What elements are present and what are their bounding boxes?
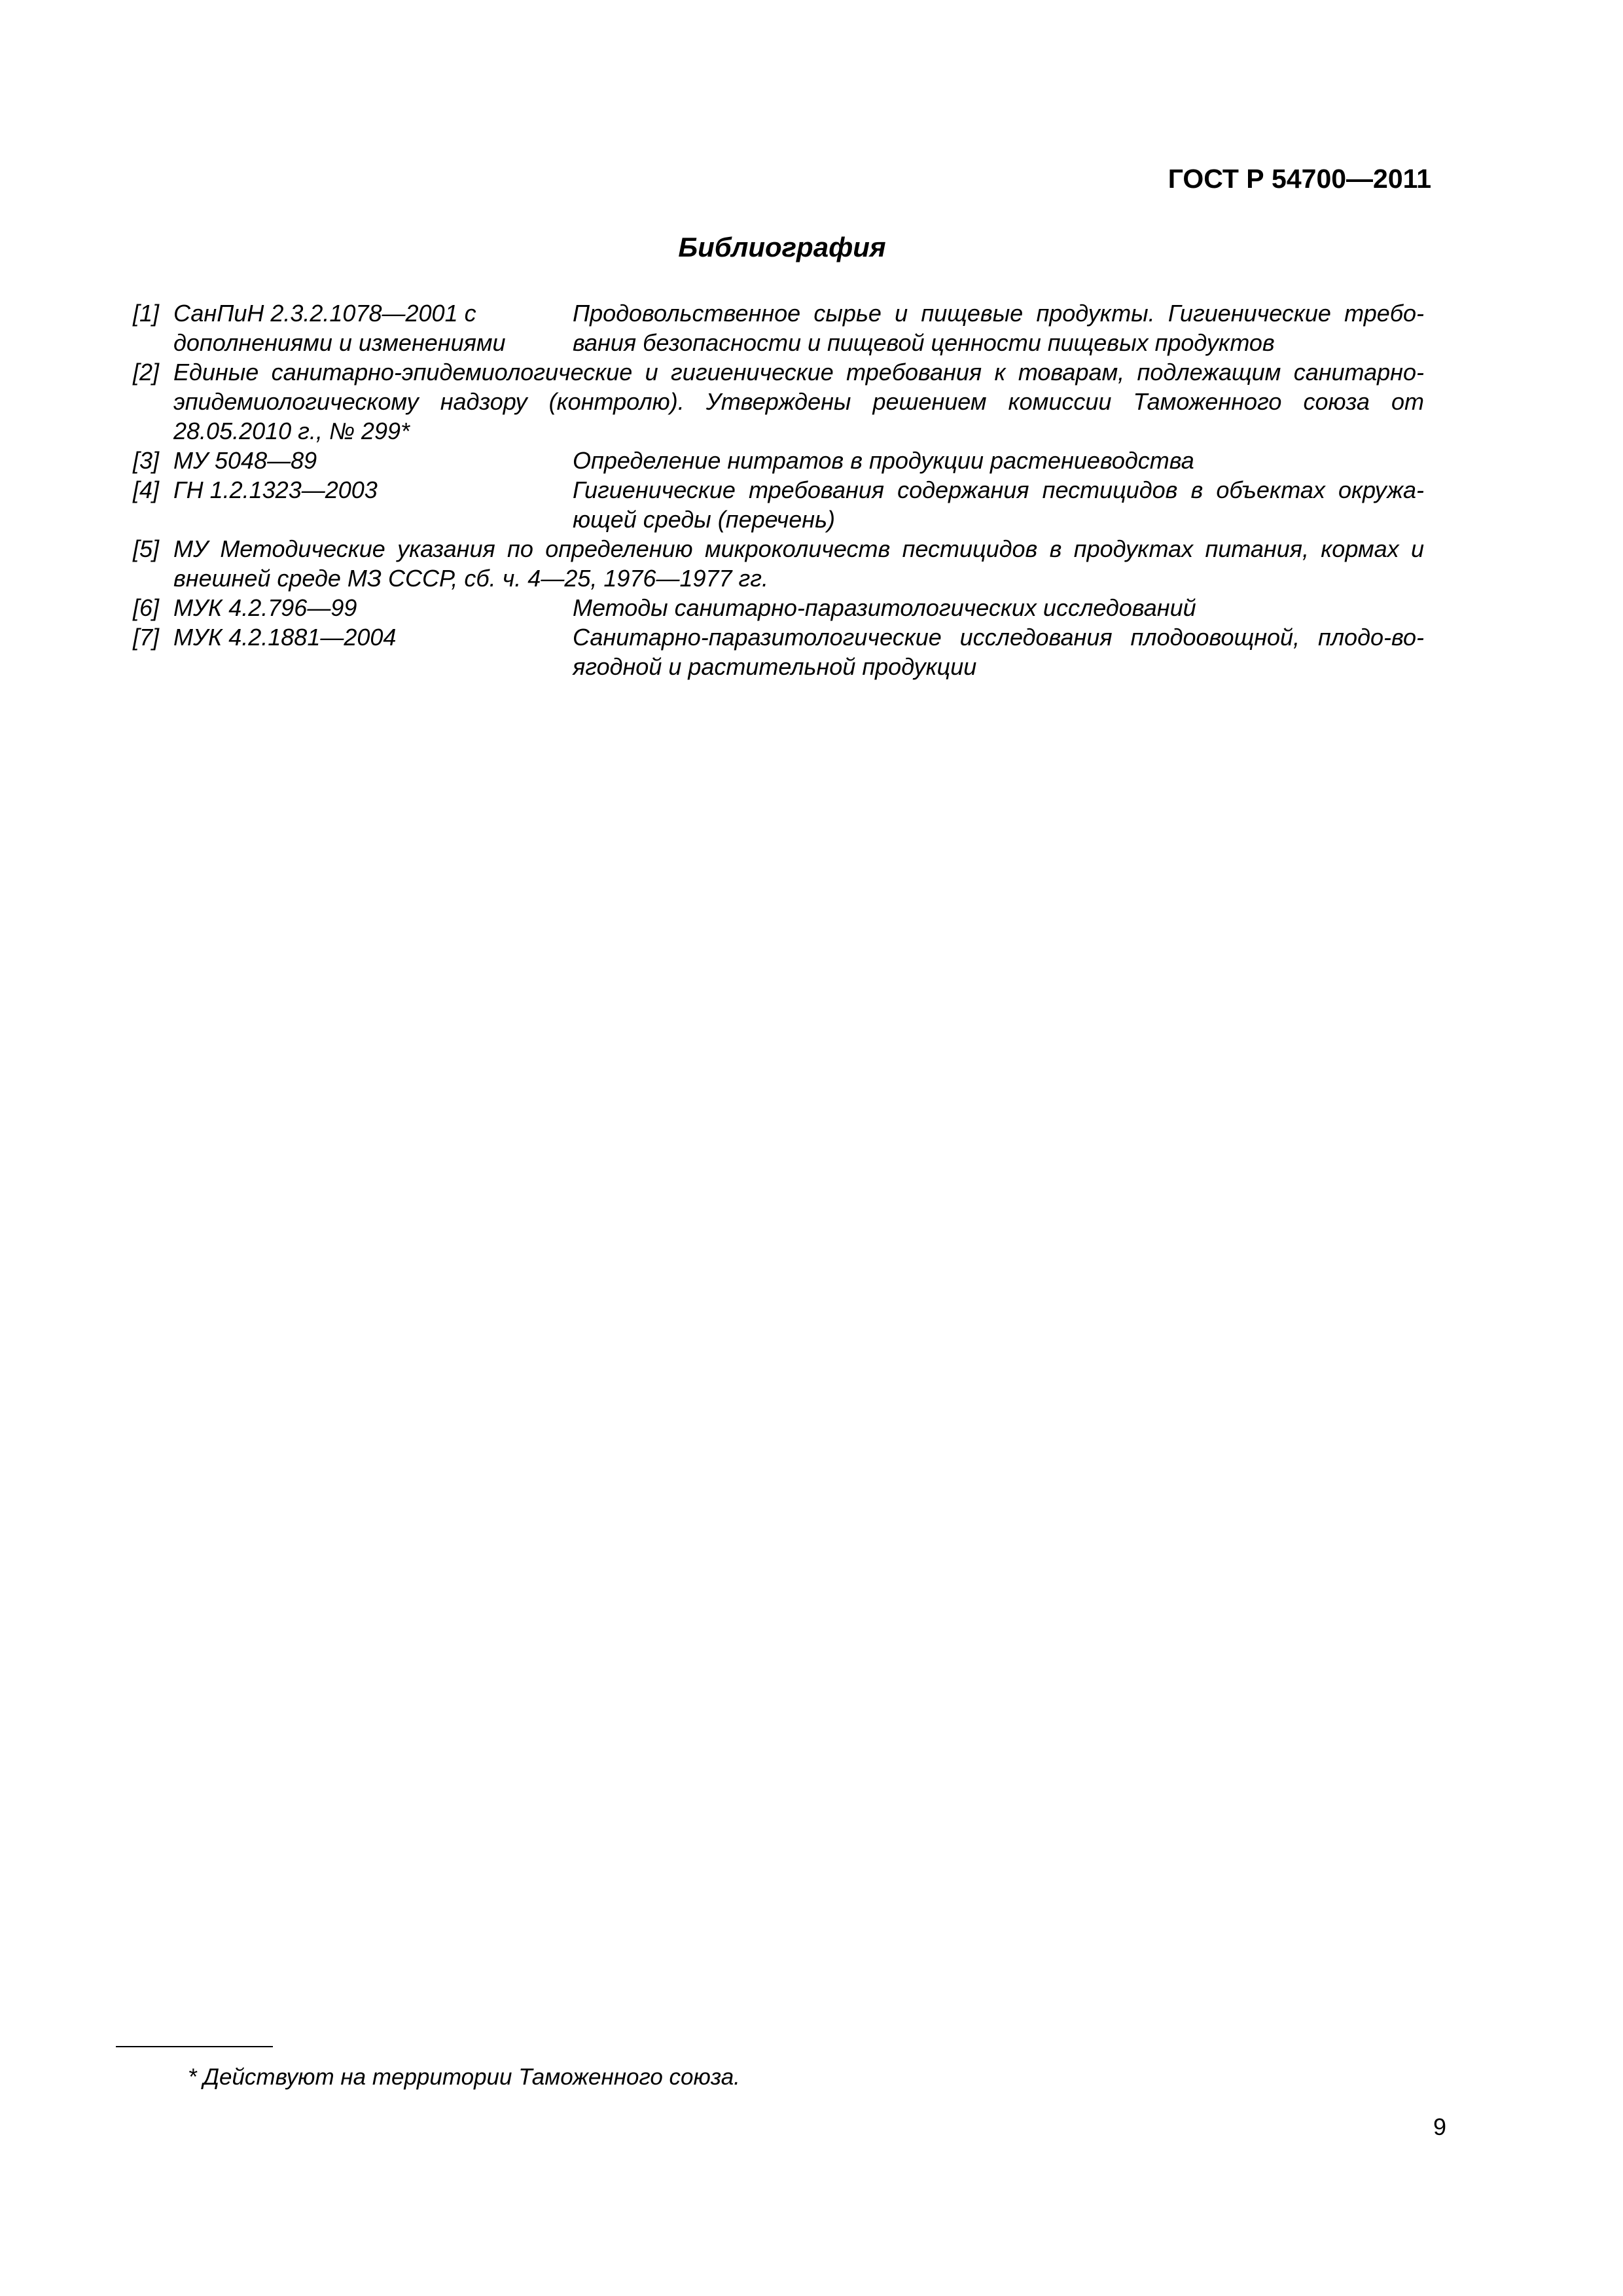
bibliography-entry-6 (133, 593, 1424, 622)
entry-description: Санитарно-паразитологические исследования плодоовощной, плодо-во-ягодной и растительной продукции (573, 624, 1424, 680)
entry-document: МУК 4.2.796—99 (173, 594, 357, 621)
entry-number: [4] (133, 476, 160, 503)
entry-number: [1] (133, 300, 160, 327)
bibliography-entry-4 (133, 475, 1424, 534)
entry-number: [5] (133, 535, 160, 562)
bibliography-entry-1 (133, 298, 1424, 357)
entry-document: МУ 5048—89 (173, 447, 317, 474)
entry-number: [2] (133, 359, 160, 386)
page-title: Библиография (678, 232, 886, 262)
entry-description: Определение нитратов в продукции растениеводства (573, 447, 1194, 474)
entry-number: [7] (133, 624, 160, 651)
entry-number: [6] (133, 594, 160, 621)
document-code: ГОСТ Р 54700—2011 (1168, 164, 1431, 194)
bibliography-entry-5 (133, 534, 1424, 593)
entry-document: МУК 4.2.1881—2004 (173, 624, 397, 651)
entry-document: СанПиН 2.3.2.1078—2001 с дополнениями и изменениями (173, 300, 506, 356)
entry-description: Методы санитарно-паразитологических исследований (573, 594, 1196, 621)
page-number: 9 (1433, 2113, 1446, 2140)
bibliography-entry-7 (133, 622, 1424, 681)
bibliography-entry-2 (133, 357, 1424, 446)
bibliography-list (133, 298, 1424, 681)
entry-number: [3] (133, 447, 160, 474)
footnote: * Действуют на территории Таможенного союза. (188, 2064, 740, 2090)
entry-description: Продовольственное сырье и пищевые продукты. Гигиенические требо-вания безопасности и пищевой ценности пищевых продуктов (573, 300, 1424, 356)
entry-text: Единые санитарно-эпидемиологические и гигиенические требования к товарам, подлежащим санитарно-эпидемиологическому надзору (контролю). Утверждены решением комиссии Таможенного союза от 28.05.2010 г., № 299* (173, 359, 1424, 444)
entry-description: Гигиенические требования содержания пестицидов в объектах окружа-ющей среды (перечень) (573, 476, 1424, 533)
bibliography-entry-3 (133, 446, 1424, 475)
entry-text: МУ Методические указания по определению микроколичеств пестицидов в продуктах питания, кормах и внешней среде МЗ СССР, сб. ч. 4—25, 1976—1977 гг. (173, 535, 1424, 592)
footnote-divider (116, 2046, 273, 2047)
entry-document: ГН 1.2.1323—2003 (173, 476, 378, 503)
